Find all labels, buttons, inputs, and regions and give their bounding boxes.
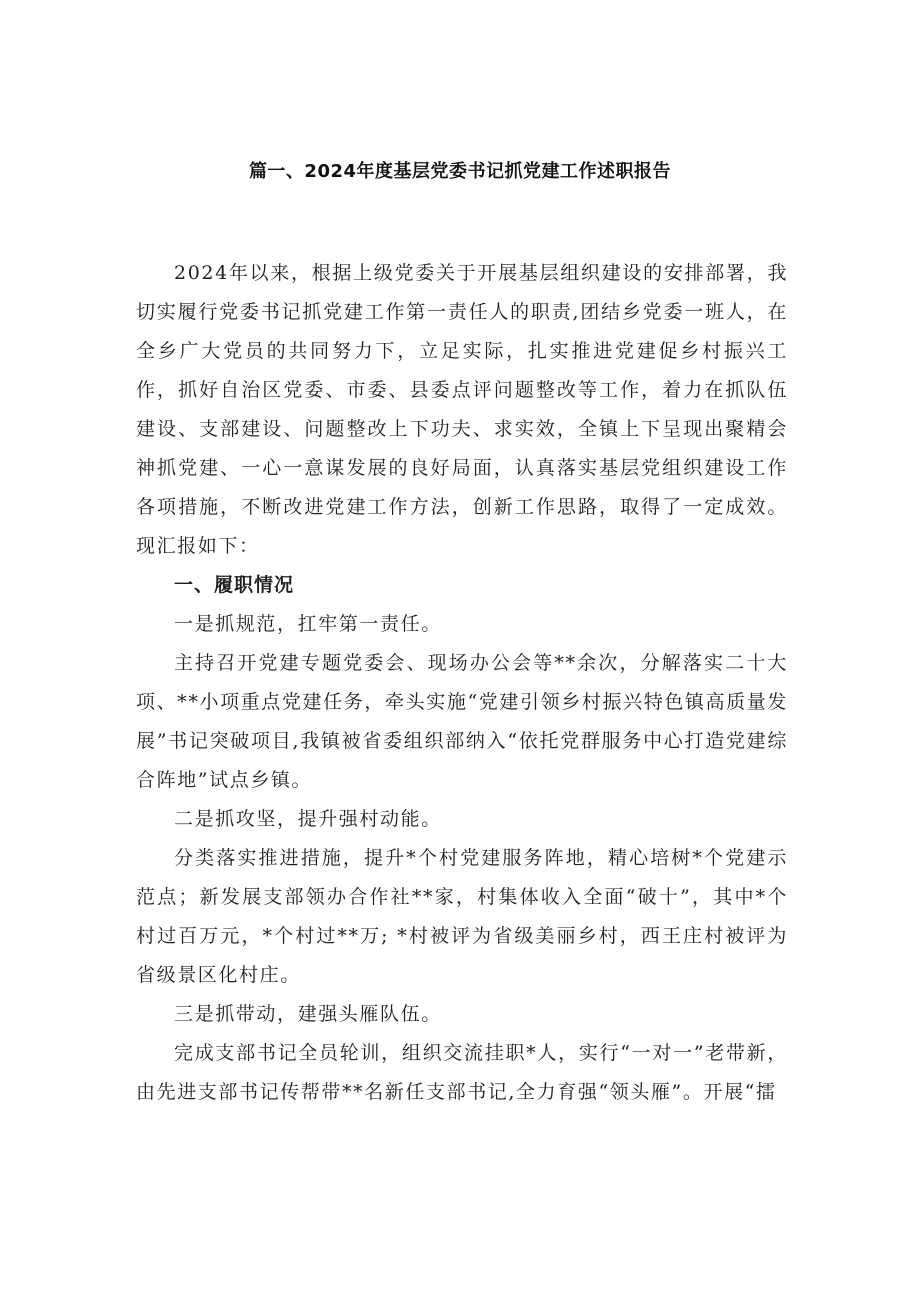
intro-paragraph: 2024年以来，根据上级党委关于开展基层组织建设的安排部署，我切实履行党委书记抓党建工作第一责任人的职责,团结乡党委一班人，在全乡广大党员的共同努力下，立足实际，扎实推进党建促乡村振兴工作，抓好自治区党委、市委、县委点评问题整改等工作，着力在抓队伍建设、支部建设、问题整改上下功夫、求实效，全镇上下呈现出聚精会神抓党建、一心一意谋发展的良好局面，认真落实基层党组织建设工作各项措施，不断改进党建工作方法，创新工作思路，取得了一定成效。现汇报如下：: [136, 262, 788, 557]
subheading-2: 二是抓攻坚，提升强村动能。: [174, 808, 442, 830]
section-heading: 一、履职情况: [174, 574, 295, 596]
paragraph-3: 完成支部书记全员轮训，组织交流挂职*人，实行“一对一”老带新，由先进支部书记传帮带**名新任支部书记,全力育强“领头雁”。开展“擂: [136, 1042, 788, 1103]
paragraph-2: 分类落实推进措施，提升*个村党建服务阵地，精心培树*个党建示范点；新发展支部领办合作社**家，村集体收入全面“破十”，其中*个村过百万元，*个村过**万; *村被评为省级美丽乡村，西王庄村被评为省级景区化村庄。: [136, 847, 788, 986]
document-title: 篇一、2024年度基层党委书记抓党建工作述职报告: [248, 161, 672, 182]
subheading-1: 一是抓规范，扛牢第一责任。: [174, 613, 442, 635]
document-body: [136, 254, 788, 1112]
subheading-3: 三是抓带动，建强头雁队伍。: [174, 1003, 442, 1025]
paragraph-1: 主持召开党建专题党委会、现场办公会等**余次，分解落实二十大项、**小项重点党建任务，牵头实施“党建引领乡村振兴特色镇高质量发展”书记突破项目,我镇被省委组织部纳入“依托党群服务中心打造党建综合阵地”试点乡镇。: [136, 652, 788, 791]
